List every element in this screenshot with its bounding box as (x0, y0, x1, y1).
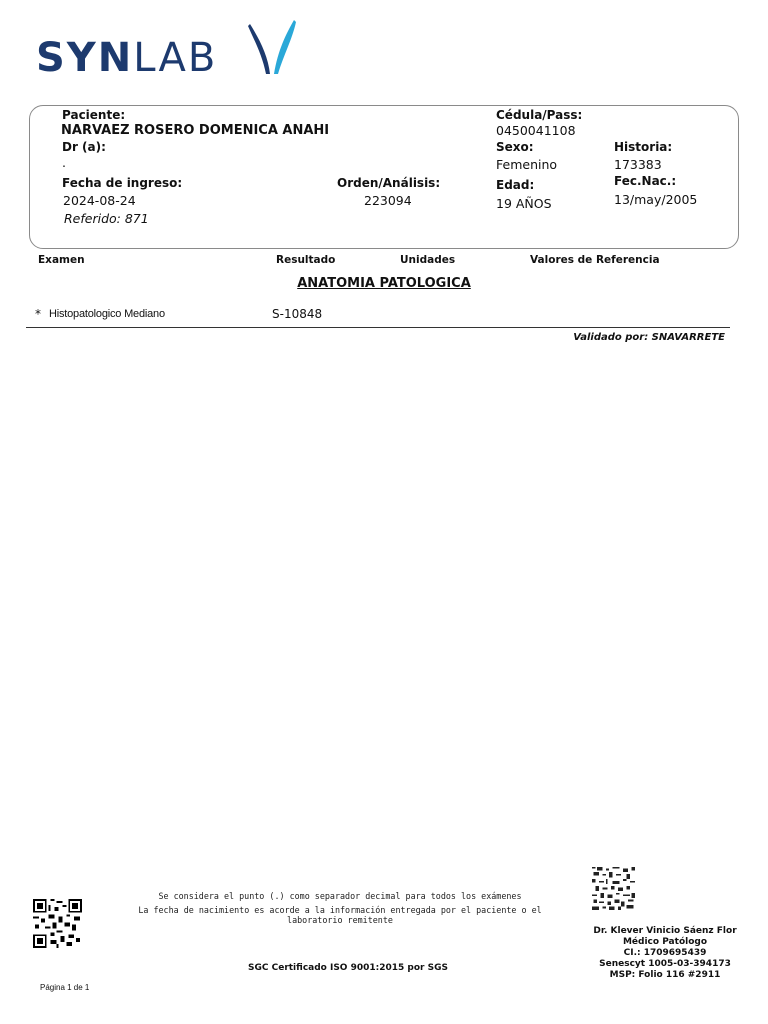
fecha-nacimiento-label: Fec.Nac.: (614, 174, 677, 188)
sexo-label: Sexo: (496, 140, 534, 154)
orden-value: 223094 (364, 193, 412, 208)
exam-result: S-10848 (272, 307, 323, 321)
exam-name: Histopatologico Mediano (49, 308, 165, 320)
validated-by: Validado por: SNAVARRETE (573, 332, 725, 343)
doctor-label: Dr (a): (62, 140, 106, 154)
edad-value: 19 AÑOS (496, 196, 552, 211)
signer-block (580, 926, 750, 981)
section-title: ANATOMIA PATOLOGICA (297, 276, 471, 291)
historia-label: Historia: (614, 140, 673, 154)
qr-code-icon (32, 899, 83, 948)
orden-label: Orden/Análisis: (337, 176, 441, 190)
page-number: Página 1 de 1 (40, 983, 90, 992)
column-header-valores-referencia: Valores de Referencia (530, 254, 660, 266)
signer-title: Médico Patólogo (622, 937, 708, 947)
historia-value: 173383 (614, 157, 662, 172)
row-marker: * (35, 307, 41, 321)
paciente-value: NARVAEZ ROSERO DOMENICA ANAHI (61, 123, 330, 138)
logo-wordmark: SYNLAB (36, 35, 218, 81)
fecha-nacimiento-value: 13/may/2005 (614, 192, 698, 207)
signature-qr-code-icon (591, 867, 636, 910)
fecha-ingreso-value: 2024-08-24 (63, 193, 136, 208)
referido-value: Referido: 871 (64, 211, 149, 226)
signer-name: Dr. Klever Vinicio Sáenz Flor (593, 926, 737, 936)
cedula-value: 0450041108 (496, 123, 576, 138)
sexo-value: Femenino (496, 157, 558, 172)
doctor-value: . (62, 155, 66, 170)
cedula-label: Cédula/Pass: (496, 108, 583, 122)
edad-label: Edad: (496, 178, 535, 192)
signer-msp: MSP: Folio 116 #2911 (609, 970, 721, 980)
signer-senescyt: Senescyt 1005-03-394173 (599, 959, 731, 969)
results-divider (26, 327, 730, 328)
column-header-resultado: Resultado (276, 254, 336, 266)
signer-ci: CI.: 1709695439 (623, 948, 707, 958)
column-header-examen: Examen (38, 254, 85, 266)
synlab-logo (36, 20, 296, 80)
birthdate-note: La fecha de nacimiento es acorde a la información entregada por el paciente o el laboratorio remitente (138, 905, 542, 925)
decimal-note: Se considera el punto (.) como separador decimal para todos los exámenes (158, 891, 522, 901)
column-header-unidades: Unidades (400, 254, 456, 266)
fecha-ingreso-label: Fecha de ingreso: (62, 176, 183, 190)
paciente-label: Paciente: (62, 108, 126, 122)
synlab-emblem-icon (244, 20, 300, 80)
iso-certification: SGC Certificado ISO 9001:2015 por SGS (248, 963, 448, 973)
